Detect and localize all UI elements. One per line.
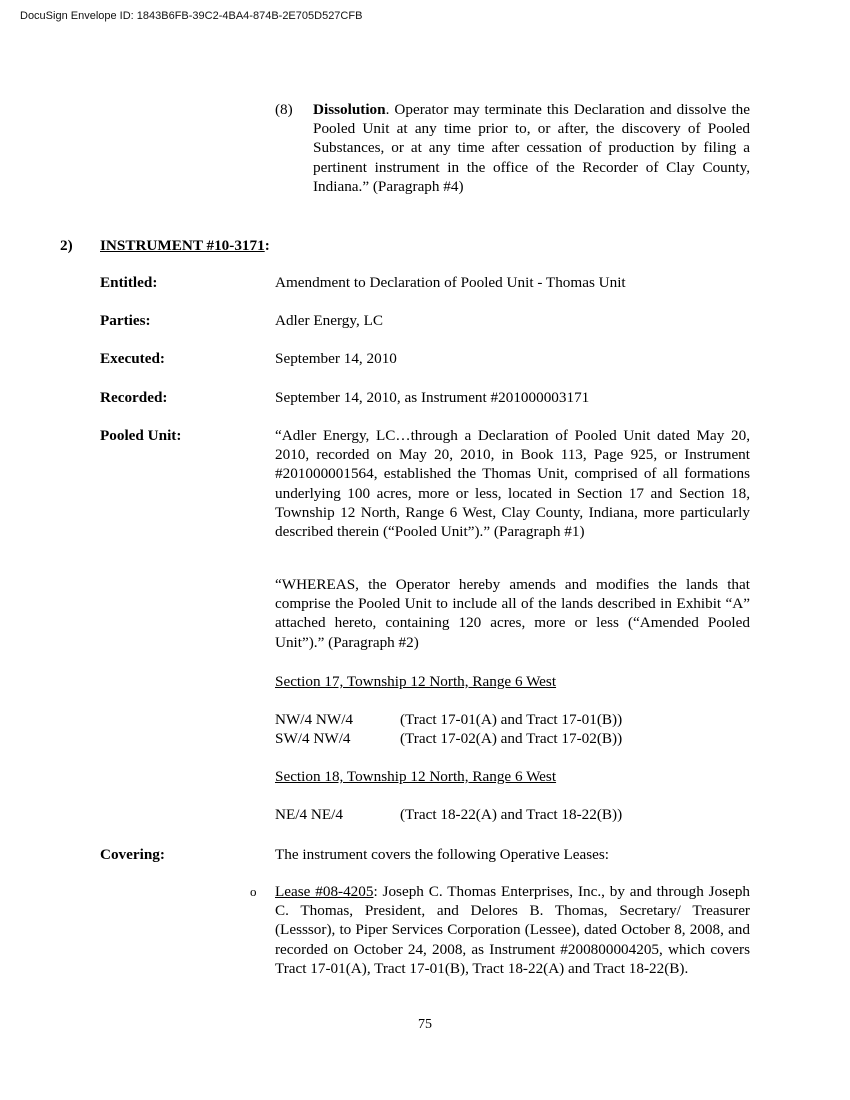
lease-id-suffix: : bbox=[373, 883, 378, 900]
dissolution-number: (8) bbox=[275, 101, 293, 118]
parties-label: Parties: bbox=[100, 312, 151, 329]
pooled-unit-label: Pooled Unit: bbox=[100, 427, 182, 444]
lease-id: Lease #08-4205 bbox=[275, 883, 374, 900]
tract-list: (Tract 18-22(A) and Tract 18-22(B)) bbox=[400, 806, 623, 823]
tract-list: (Tract 17-02(A) and Tract 17-02(B)) bbox=[400, 730, 623, 747]
lease-paragraph bbox=[275, 882, 750, 978]
lease-bullet-icon: o bbox=[250, 884, 257, 899]
lease-text: Joseph C. Thomas Enterprises, Inc., by and through Joseph C. Thomas, President, and Delores B. Thomas, Secretary/ Treasurer (Lesssor), to Piper Services Corporation (Lessee), dated October 8, 2008, and recorded on October 24, 2008, as Instrument #200800004205, which covers Tract 17-01(A), Tract 17-01(B), Tract 18-22(A) and Tract 18-22(B). bbox=[275, 883, 751, 977]
covering-value: The instrument covers the following Operative Leases: bbox=[275, 846, 610, 863]
section-17-heading: Section 17, Township 12 North, Range 6 West bbox=[275, 673, 557, 690]
instrument-heading bbox=[100, 236, 270, 255]
section-18-tract-row bbox=[275, 805, 750, 824]
section-18-heading: Section 18, Township 12 North, Range 6 West bbox=[275, 768, 557, 785]
executed-value: September 14, 2010 bbox=[275, 350, 397, 367]
executed-label: Executed: bbox=[100, 350, 165, 367]
entitled-value: Amendment to Declaration of Pooled Unit - Thomas Unit bbox=[275, 274, 626, 291]
pooled-unit-paragraph-2: “WHEREAS, the Operator hereby amends and modifies the lands that comprise the Pooled Unit to include all of the lands described in Exhibit “A” attached hereto, containing 120 acres, more or less (“Amended Pooled Unit”).” (Paragraph #2) bbox=[275, 576, 750, 651]
instrument-title-suffix: : bbox=[264, 237, 270, 254]
tract-list: (Tract 17-01(A) and Tract 17-01(B)) bbox=[400, 711, 623, 728]
docusign-envelope-id: DocuSign Envelope ID: 1843B6FB-39C2-4BA4-874B-2E705D527CFB bbox=[20, 10, 363, 22]
entitled-label: Entitled: bbox=[100, 274, 158, 291]
dissolution-heading: Dissolution bbox=[313, 101, 386, 118]
tract-quarter: NW/4 NW/4 bbox=[275, 711, 354, 728]
section-17-tract-row bbox=[275, 729, 750, 748]
page-number: 75 bbox=[418, 1017, 432, 1032]
section-17-tract-row bbox=[275, 710, 750, 729]
instrument-title: INSTRUMENT #10-3171 bbox=[100, 237, 265, 254]
pooled-unit-paragraph-1: “Adler Energy, LC…through a Declaration of Pooled Unit dated May 20, 2010, recorded on May 20, 2010, in Book 113, Page 925, or Instrument #201000001564, established the Thomas Unit, comprised of all formations underlying 100 acres, more or less, located in Section 17 and Section 18, Township 12 North, Range 6 West, Clay County, Indiana, more particularly described therein (“Pooled Unit”).” (Paragraph #1) bbox=[275, 427, 750, 541]
dissolution-paragraph bbox=[313, 100, 750, 196]
recorded-value: September 14, 2010, as Instrument #201000003171 bbox=[275, 389, 590, 406]
tract-quarter: SW/4 NW/4 bbox=[275, 730, 351, 747]
recorded-label: Recorded: bbox=[100, 389, 168, 406]
tract-quarter: NE/4 NE/4 bbox=[275, 806, 343, 823]
parties-value: Adler Energy, LC bbox=[275, 312, 383, 329]
instrument-number: 2) bbox=[60, 237, 73, 254]
dissolution-text: . Operator may terminate this Declaration and dissolve the Pooled Unit at any time prior to, or after, the discovery of Pooled Substances, or at any time after cessation of production by filing a pertinent instrument in the office of the Recorder of Clay County, Indiana.” (Paragraph #4) bbox=[313, 101, 750, 195]
covering-label: Covering: bbox=[100, 846, 165, 863]
